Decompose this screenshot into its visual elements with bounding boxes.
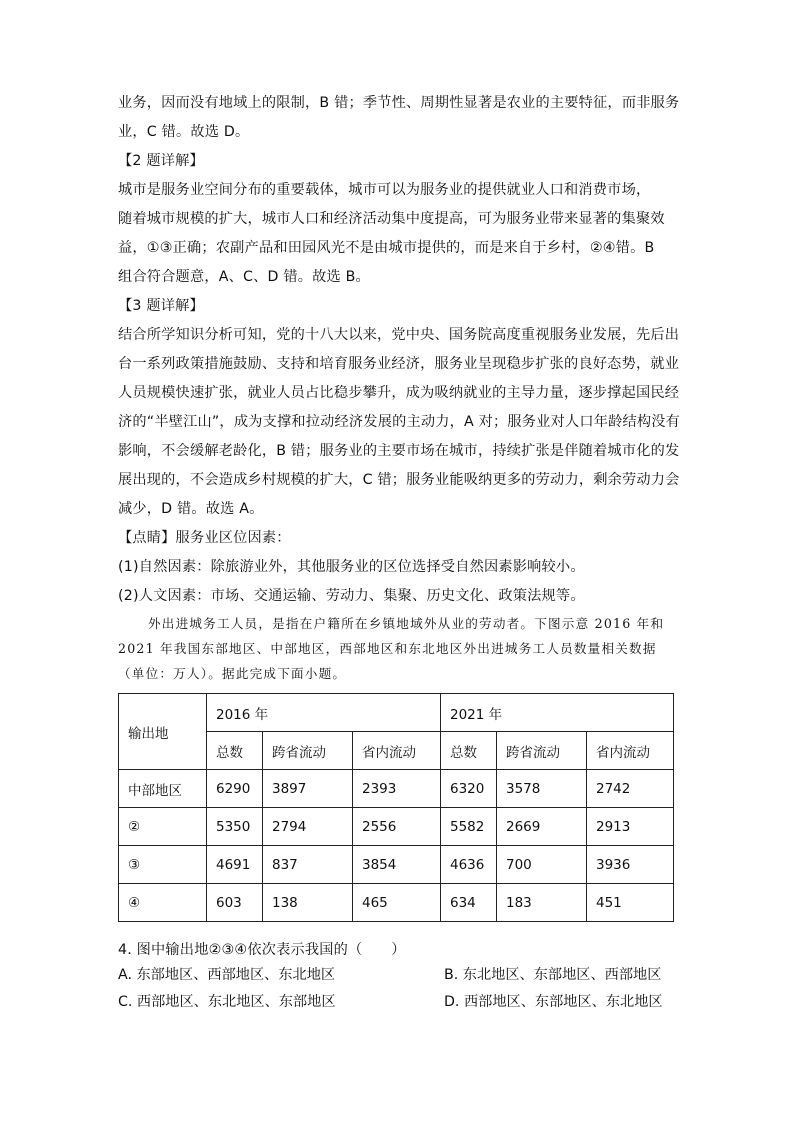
table-cell: 837 xyxy=(263,846,353,884)
table-cell: 4691 xyxy=(207,846,263,884)
answer-text-line: 结合所学知识分析可知，党的十八大以来，党中央、国务院高度重视服务业发展，先后出 xyxy=(118,327,680,343)
table-cell: 465 xyxy=(353,884,441,922)
subheader-intraprovincial-2021: 省内流动 xyxy=(587,732,674,770)
table-cell: 4636 xyxy=(441,846,497,884)
table-cell: 6320 xyxy=(441,770,497,808)
section-heading-q2: 【2 题详解】 xyxy=(118,153,204,169)
year-2021-header: 2021 年 xyxy=(441,694,674,732)
table-cell: 3897 xyxy=(263,770,353,808)
answer-text-line: 随着城市规模的扩大，城市人口和经济活动集中度提高，可为服务业带来显著的集聚效 xyxy=(118,211,665,227)
table-cell: 6290 xyxy=(207,770,263,808)
table-cell: 700 xyxy=(497,846,587,884)
section-heading-q3: 【3 题详解】 xyxy=(118,298,204,314)
row-label: ② xyxy=(119,808,207,846)
table-row xyxy=(119,770,674,808)
table-cell: 2913 xyxy=(587,808,674,846)
option-a[interactable]: A. 东部地区、西部地区、东北地区 xyxy=(118,967,336,983)
migrant-worker-table xyxy=(118,693,674,922)
table-cell: 5582 xyxy=(441,808,497,846)
material-intro-line-3: （单位：万人）。据此完成下面小题。 xyxy=(118,666,347,681)
row-label: ④ xyxy=(119,884,207,922)
answer-text-line: 减少，D 错。故选 A。 xyxy=(118,501,264,517)
question-stem: 4. 图中输出地②③④依次表示我国的（ ） xyxy=(118,942,406,958)
answer-text-line: 人员规模快速扩张，就业人员占比稳步攀升，成为吸纳就业的主导力量，逐步撑起国民经 xyxy=(118,385,680,401)
table-cell: 451 xyxy=(587,884,674,922)
key-point-natural: (1)自然因素：除旅游业外，其他服务业的区位选择受自然因素影响较小。 xyxy=(118,559,585,575)
table-cell: 603 xyxy=(207,884,263,922)
table-cell: 3854 xyxy=(353,846,441,884)
table-cell: 2742 xyxy=(587,770,674,808)
row-label: ③ xyxy=(119,846,207,884)
table-cell: 5350 xyxy=(207,808,263,846)
table-cell: 183 xyxy=(497,884,587,922)
answer-text-line: 组合符合题意，A、C、D 错。故选 B。 xyxy=(118,269,370,285)
answer-text-line: 城市是服务业空间分布的重要载体，城市可以为服务业的提供就业人口和消费市场， xyxy=(118,182,651,198)
answer-text-line: 影响，不会缓解老龄化，B 错；服务业的主要市场在城市，持续扩张是伴随着城市化的发 xyxy=(118,443,680,459)
option-b[interactable]: B. 东北地区、东部地区、西部地区 xyxy=(444,967,662,983)
subheader-total-2021: 总数 xyxy=(441,732,497,770)
key-points-heading: 【点睛】服务业区位因素： xyxy=(118,530,291,546)
table-cell: 2794 xyxy=(263,808,353,846)
table-row xyxy=(119,846,674,884)
table-cell: 634 xyxy=(441,884,497,922)
material-intro-line: 2021 年我国东部地区、中部地区，西部地区和东北地区外出进城务工人员数量相关数据 xyxy=(118,641,657,656)
row-label: 中部地区 xyxy=(119,770,207,808)
table-row xyxy=(119,808,674,846)
table-row xyxy=(119,884,674,922)
option-d[interactable]: D. 西部地区、东部地区、东北地区 xyxy=(444,994,663,1010)
table-cell: 2393 xyxy=(353,770,441,808)
material-intro-line: 外出进城务工人员，是指在户籍所在乡镇地域外从业的劳动者。下图示意 2016 年和 xyxy=(148,616,665,631)
answer-text-line: 益，①③正确；农副产品和田园风光不是由城市提供的，而是来自于乡村，②④错。B xyxy=(118,240,655,256)
subheader-interprovincial-2016: 跨省流动 xyxy=(263,732,353,770)
table-cell: 2669 xyxy=(497,808,587,846)
year-2016-header: 2016 年 xyxy=(207,694,441,732)
table-cell: 2556 xyxy=(353,808,441,846)
answer-text-line: 展出现的，不会造成乡村规模的扩大，C 错；服务业能吸纳更多的劳动力，剩余劳动力会 xyxy=(118,472,680,488)
option-c[interactable]: C. 西部地区、东北地区、东部地区 xyxy=(118,994,336,1010)
answer-text-line: 济的“半壁江山”，成为支撑和拉动经济发展的主动力，A 对；服务业对人口年龄结构没有 xyxy=(118,414,681,430)
answer-text-line: 业务，因而没有地域上的限制，B 错；季节性、周期性显著是农业的主要特征，而非服务 xyxy=(118,95,680,111)
subheader-interprovincial-2021: 跨省流动 xyxy=(497,732,587,770)
subheader-intraprovincial-2016: 省内流动 xyxy=(353,732,441,770)
key-point-human: (2)人文因素：市场、交通运输、劳动力、集聚、历史文化、政策法规等。 xyxy=(118,588,585,604)
answer-text-line: 业，C 错。故选 D。 xyxy=(118,124,250,140)
answer-text-line: 台一系列政策措施鼓励、支持和培育服务业经济，服务业呈现稳步扩张的良好态势，就业 xyxy=(118,356,680,372)
origin-header: 输出地 xyxy=(119,694,207,770)
table-cell: 3578 xyxy=(497,770,587,808)
table-cell: 138 xyxy=(263,884,353,922)
table-cell: 3936 xyxy=(587,846,674,884)
subheader-total-2016: 总数 xyxy=(207,732,263,770)
